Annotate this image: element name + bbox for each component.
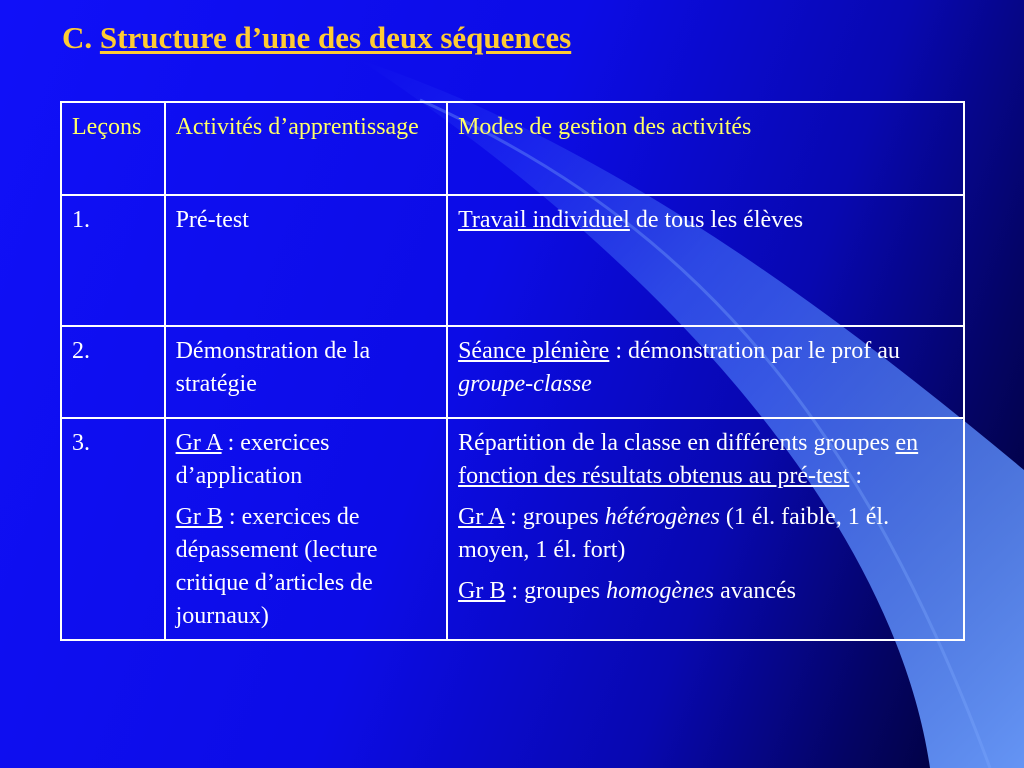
row2-lesson: 2. xyxy=(61,326,165,418)
row3-mode xyxy=(447,418,964,640)
row2-activity: Démonstration de la stratégie xyxy=(165,326,448,418)
row2-mode xyxy=(447,326,964,418)
title-text: Structure d’une des deux séquences xyxy=(99,20,572,55)
row3-mode-gb-text: : groupes xyxy=(505,578,607,604)
row3-activity-group-b xyxy=(176,501,437,633)
row3-mode-ga-label: Gr A xyxy=(458,504,505,530)
row3-activity-gb-label: Gr B xyxy=(175,504,223,530)
row3-mode-intro-underlined: en fonction des résultats obtenus au pré-test xyxy=(458,430,919,489)
header-activites: Activités d’apprentissage xyxy=(165,102,448,195)
sequence-table xyxy=(60,101,965,641)
table-row xyxy=(61,326,964,418)
row3-mode-intro xyxy=(458,427,953,493)
row3-mode-group-b xyxy=(458,575,953,608)
row2-mode-italic: groupe-classe xyxy=(458,371,592,397)
row2-mode-underlined: Séance plénière xyxy=(458,338,610,364)
table-row xyxy=(61,418,964,640)
row3-activity xyxy=(165,418,448,640)
header-lecons: Leçons xyxy=(61,102,165,195)
row3-activity-group-a xyxy=(176,427,437,493)
slide-title xyxy=(62,20,571,56)
row3-activity-gb-text: : exercices de dépassement (lecture critique d’articles de journaux) xyxy=(175,504,378,629)
row1-activity: Pré-test xyxy=(165,195,448,326)
row1-mode-rest: de tous les élèves xyxy=(629,207,804,233)
row3-mode-ga-text: : groupes xyxy=(504,504,605,530)
row3-mode-group-a xyxy=(458,501,953,567)
row1-mode-underlined: Travail individuel xyxy=(458,207,630,233)
row1-lesson: 1. xyxy=(61,195,165,326)
row3-mode-intro-end: : xyxy=(849,463,862,489)
header-modes: Modes de gestion des activités xyxy=(447,102,964,195)
row3-activity-ga-label: Gr A xyxy=(175,430,222,456)
row3-mode-ga-italic: hétérogènes xyxy=(604,504,720,530)
title-prefix: C. xyxy=(62,20,93,55)
table-row xyxy=(61,195,964,326)
row3-lesson: 3. xyxy=(61,418,165,640)
table-header-row xyxy=(61,102,964,195)
row3-mode-ga-tail: (1 él. faible, 1 él. moyen, 1 él. fort) xyxy=(458,504,890,563)
row3-mode-gb-tail: avancés xyxy=(714,578,797,604)
row1-mode xyxy=(447,195,964,326)
row3-mode-gb-italic: homogènes xyxy=(606,578,715,604)
row3-mode-gb-label: Gr B xyxy=(458,578,506,604)
row2-mode-rest: : démonstration par le prof au xyxy=(609,338,900,364)
row3-mode-intro-text: Répartition de la classe en différents groupes xyxy=(458,430,896,456)
row3-activity-ga-text: : exercices d’application xyxy=(175,430,330,489)
